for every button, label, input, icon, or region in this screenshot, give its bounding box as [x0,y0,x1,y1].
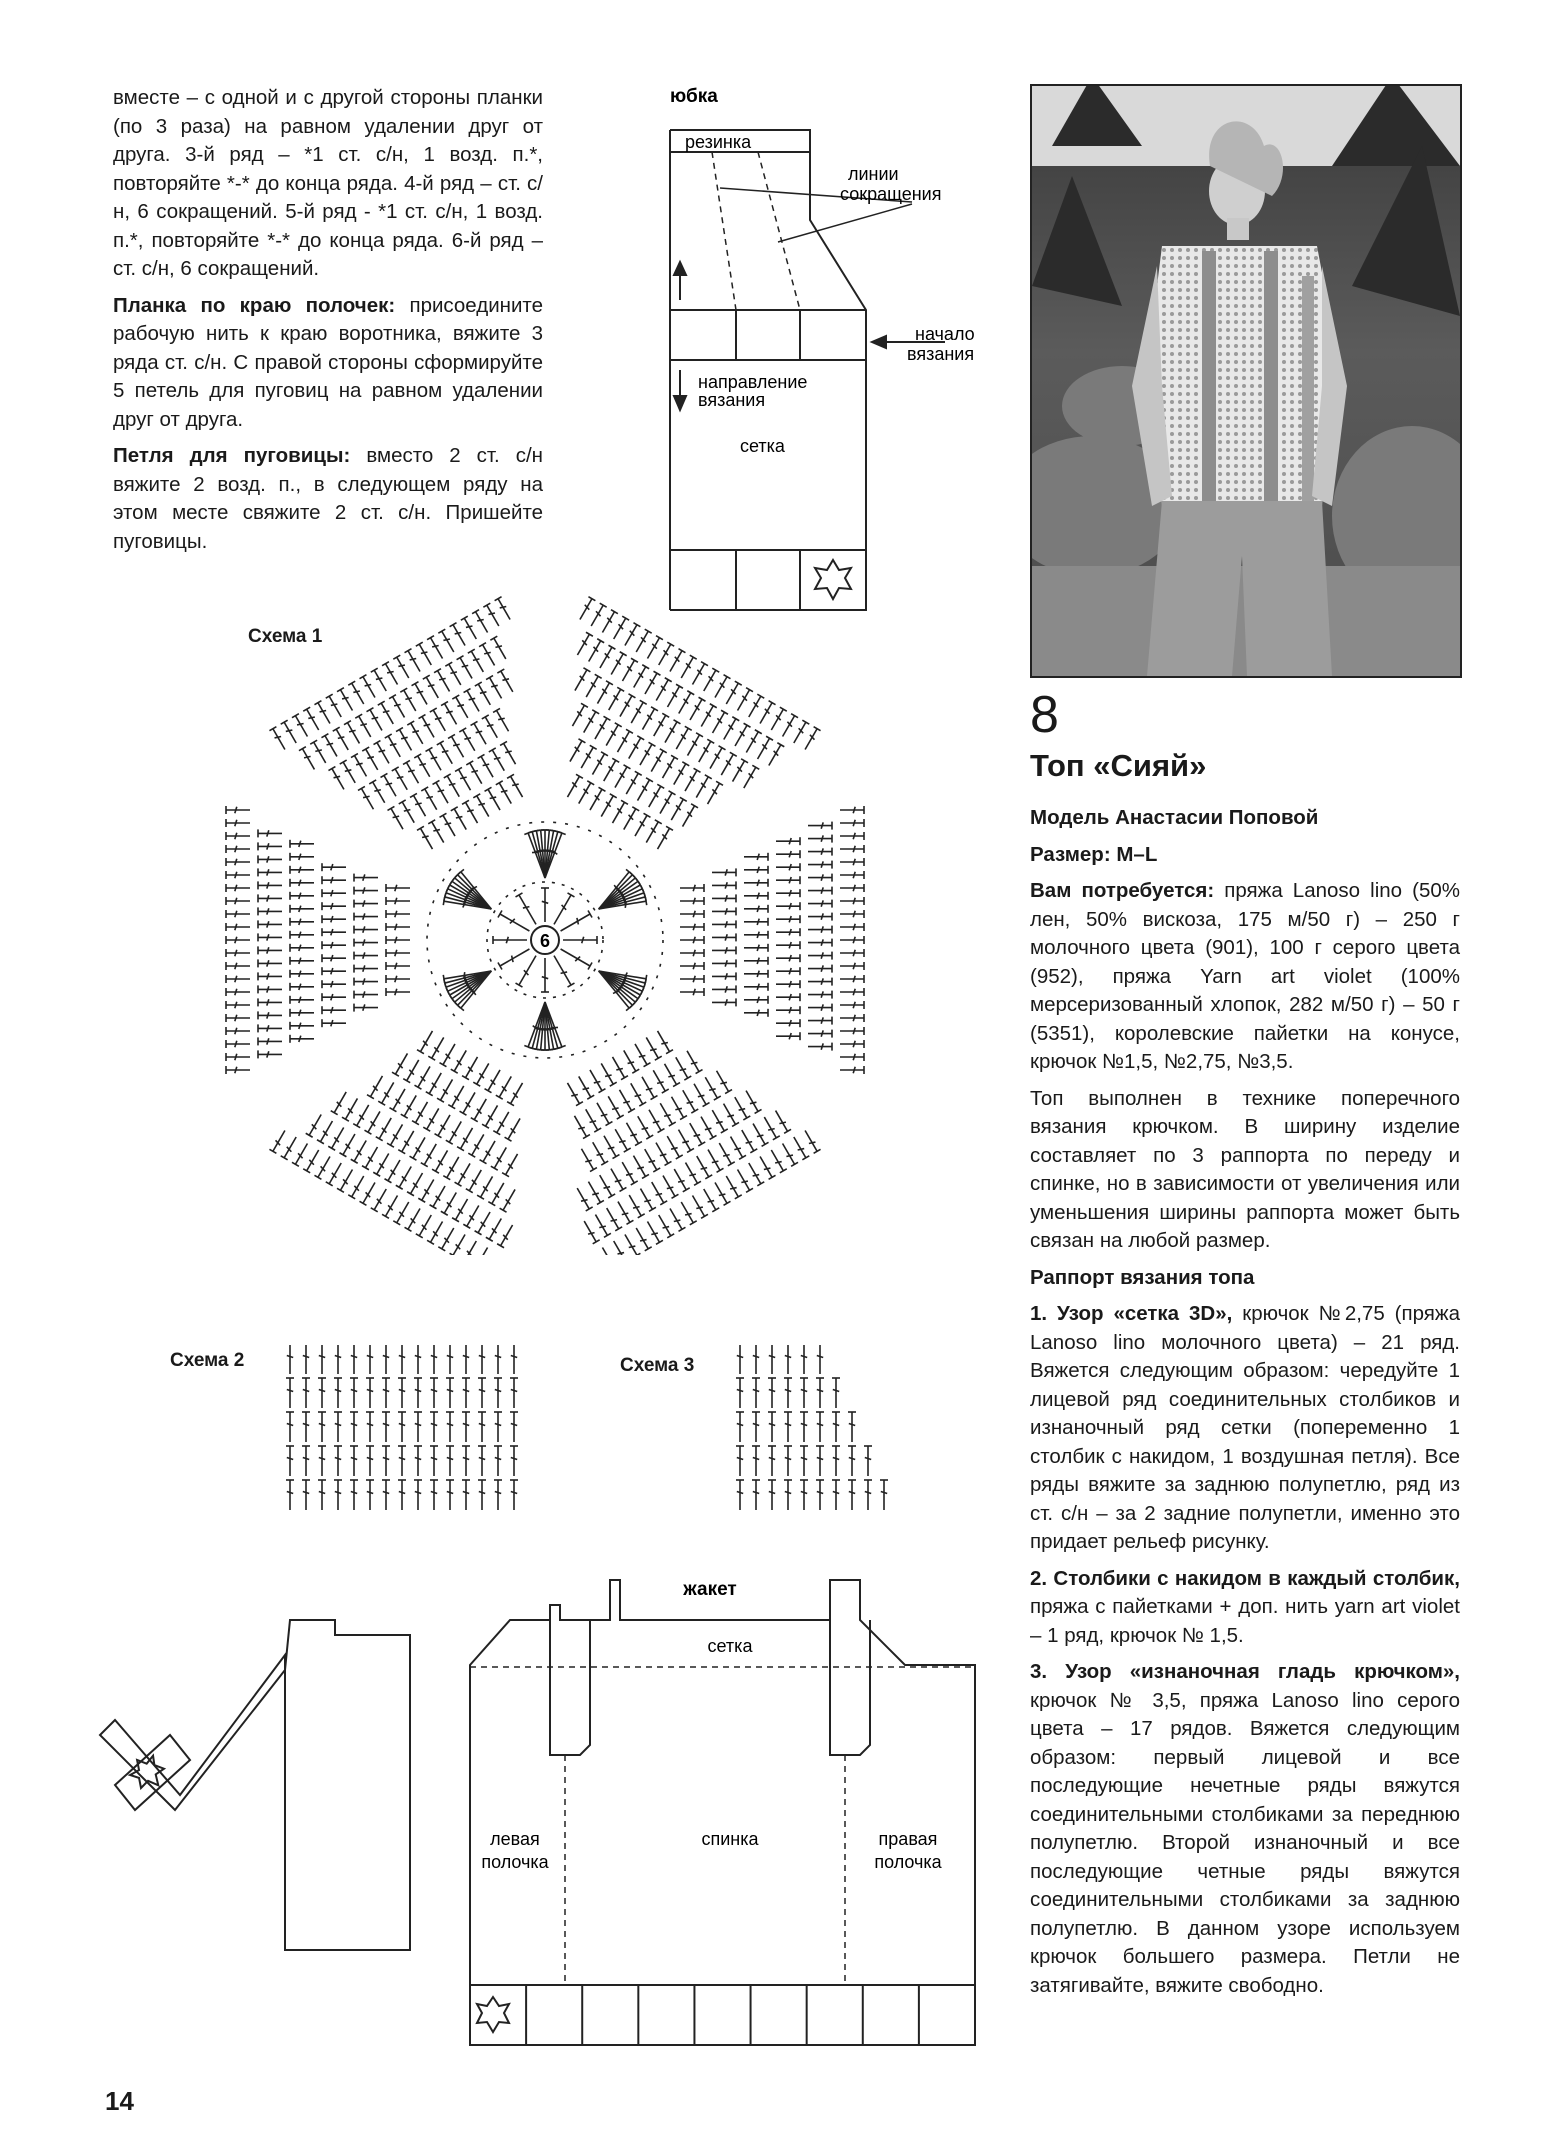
article-rapport-3: 3. Узор «изнаночная гладь крючком», крючок № 3,5, пряжа Lanoso lino серого цвета – 17 рядов. Вяжется следующим образом: первый лицевой и все последующие нечетные ряды вяжутся соединительными столбиками за переднюю полупетлю. Второй изнаночный и все последующие четные ряды вяжутся соединительными столбиками за заднюю полупетлю. В данном узоре используем крючок большего размера. Петли не затягивайте, вяжите свободно. [1030,1660,1460,1997]
left-paragraph-2: Планка по краю полочек: присоедините рабочую нить к краю воротника, вяжите 3 ряда ст. с/н. С правой стороны сформируйте 5 петель для пуговиц на равном удалении друг от друга. [113,293,543,431]
left-text-column [113,84,543,564]
page-number: 14 [105,2086,134,2116]
jacket-left-label-1: левая [490,1829,540,1849]
scheme-1-diagram [200,575,920,1255]
skirt-direction-label-1: направление [698,372,808,392]
jacket-right-label-1: правая [878,1829,938,1849]
skirt-lines-label-2: сокращения [840,184,942,204]
skirt-rib-label: резинка [685,132,752,152]
jacket-flower-icon [477,1997,509,2032]
skirt-mesh-label: сетка [740,436,785,456]
skirt-diagram [640,80,1000,620]
article-rapport-1: 1. Узор «сетка 3D», крючок №2,75 (пряжа Lanoso lino молочного цвета) – 21 ряд. Вяжется следующим образом: чередуйте 1 лицевой ряд соединительных столбиков и изнаночный ряд сетки (попеременно 1 столбик с накидом, 1 воздушная петля). Все ряды вяжите за заднюю полупетлю, ряд из ст. с/н – за 2 задние полупетли, именно это придает рельеф рисунку. [1030,1302,1460,1553]
scheme-2-label: Схема 2 [170,1350,245,1371]
article-author: Модель Анастасии Поповой [1030,806,1319,829]
jacket-back-label: спинка [701,1829,759,1849]
jacket-mesh-label: сетка [707,1636,753,1656]
left-paragraph-3: Петля для пуговицы: вместо 2 ст. с/н вяжите 2 возд. п., в следующем ряду на этом месте свяжите 2 ст. с/н. Пришейте пуговицы. [113,444,543,553]
scheme-3-label: Схема 3 [620,1355,695,1376]
scheme-3-diagram [730,1345,910,1525]
scheme-2-diagram [280,1345,540,1525]
jacket-title: жакет [683,1579,737,1600]
article-needs: Вам потребуется: пряжа Lanoso lino (50% лен, 50% вискоза, 175 м/50 г) – 250 г молочного цвета (901), 100 г серого цвета (952), пряжа Yarn art violet (100% мерсеризованный хлопок, 282 м/50 г) – 50 г (5351), королевские пайетки на конусе, крючок №1,5, №2,75, №3,5. [1030,879,1460,1073]
jacket-left-label-2: полочка [481,1852,549,1872]
skirt-title: юбка [670,86,718,107]
jacket-right-label-2: полочка [874,1852,942,1872]
skirt-direction-label-2: вязания [698,390,766,410]
article-rapport-heading: Раппорт вязания топа [1030,1265,1255,1289]
article-size: Размер: M–L [1030,842,1158,866]
jacket-diagram [90,1575,1010,2055]
article-rapport-2: 2. Столбики с накидом в каждый столбик, пряжа с пайетками + доп. нить yarn art violet – 1 ряд, крючок № 1,5. [1030,1566,1460,1647]
article-title: Топ «Сияй» [1030,748,1207,783]
left-paragraph-1: вместе – с одной и с другой стороны планки (по 3 раза) на равном удалении друг от друга. 3-й ряд – *1 ст. с/н, 1 возд. п.*, повторяйте *-* до конца ряда. 4-й ряд – ст. с/н, 6 сокращений. 5-й ряд - *1 ст. с/н, 1 возд. п.*, повторяйте *-* до конца ряда. 6-й ряд – ст. с/н, 6 сокращений. [113,86,543,280]
scheme-1-label: Схема 1 [248,626,323,647]
article-intro: Топ выполнен в технике поперечного вязания крючком. В ширину изделие составляет по 3 раппорта по переду и спинке, но в зависимости от увеличения или уменьшения ширины раппорта может быть связан на любой размер. [1030,1086,1460,1252]
article-body [1030,804,1460,2008]
skirt-start-label-2: вязания [907,344,975,364]
scheme-1-center-label: 6 [539,931,551,951]
skirt-lines-label-1: линии [848,164,899,184]
skirt-start-label-1: начало [915,324,975,344]
article-number: 8 [1030,686,1059,744]
model-photo [1030,84,1462,678]
